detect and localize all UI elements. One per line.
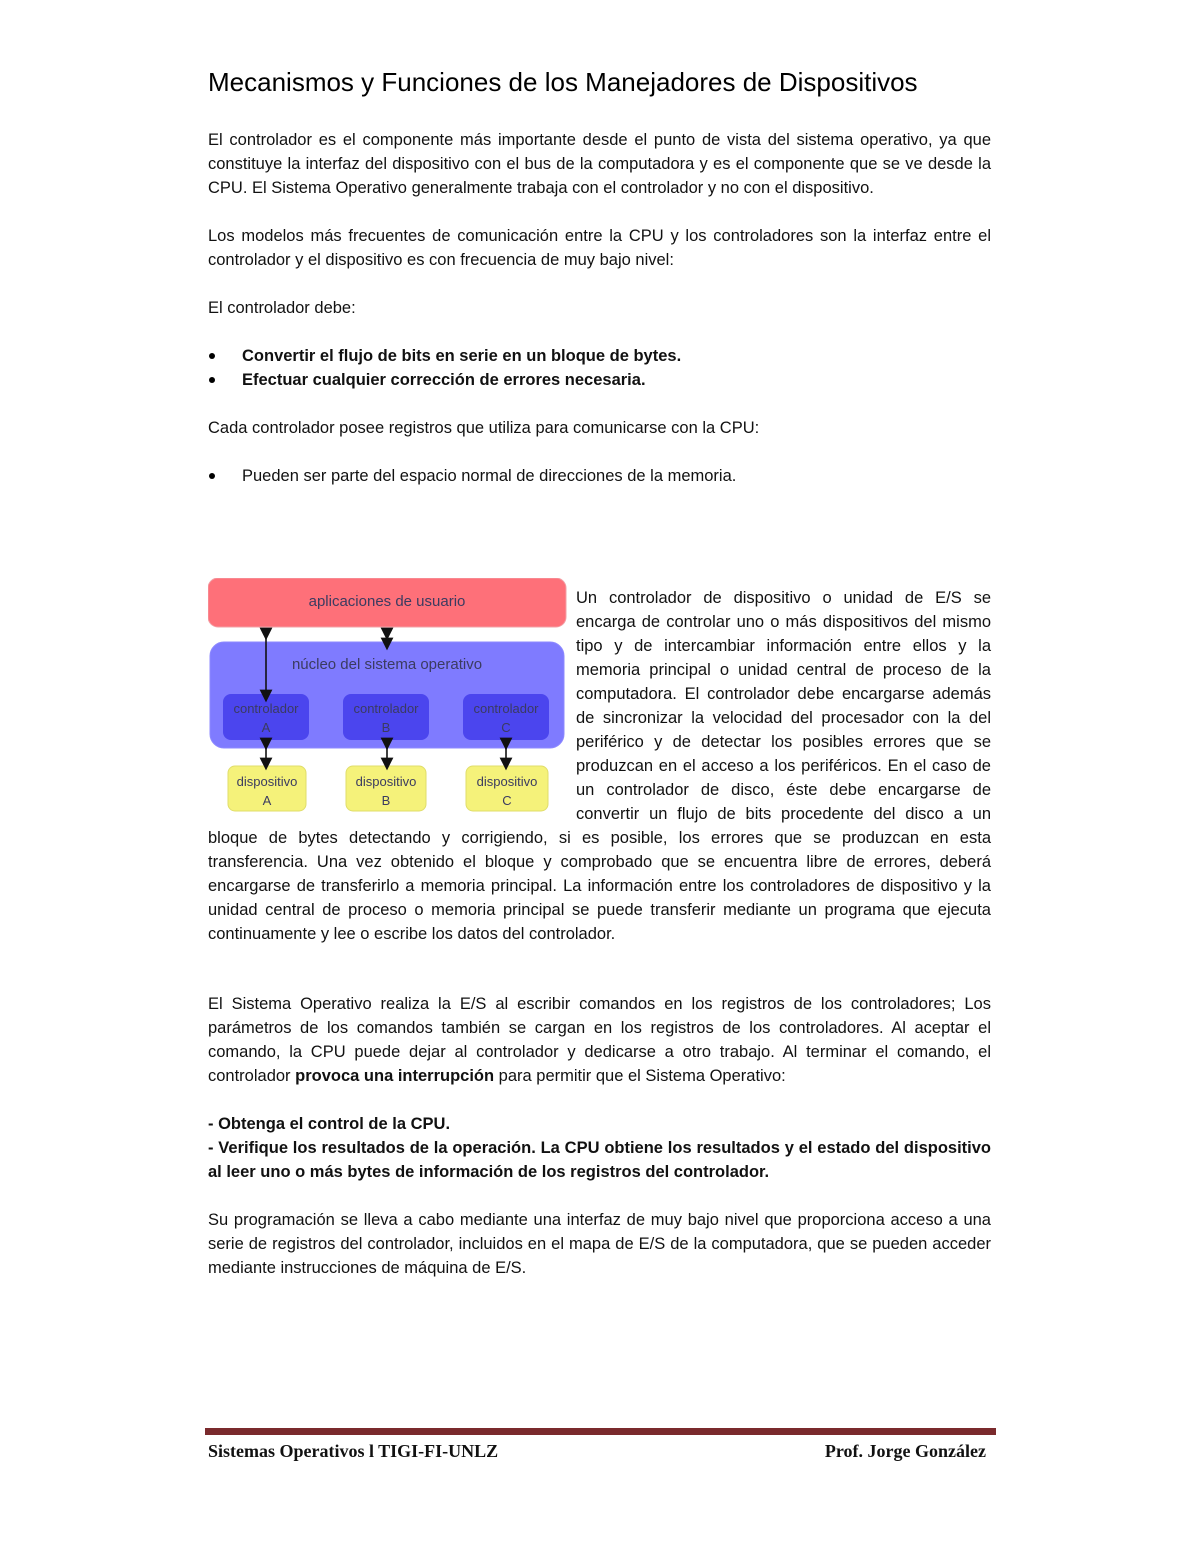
- footer-author: Prof. Jorge González: [824, 1441, 986, 1461]
- paragraph-programming: Su programación se lleva a cabo mediante una interfaz de muy bajo nivel que proporciona acceso a una serie de registros del controlador, incluidos en el mapa de E/S de la computadora, que se pueden acceder mediante instrucciones de máquina de E/S.: [208, 1211, 991, 1277]
- bullet-icon: [209, 377, 215, 383]
- controller-c-label: controlador C: [473, 701, 539, 735]
- device-b-label: dispositivo B: [355, 774, 417, 808]
- list-item: Efectuar cualquier corrección de errores necesaria.: [208, 368, 991, 392]
- list-item: Pueden ser parte del espacio normal de direcciones de la memoria.: [208, 464, 991, 488]
- controller-b-label: controlador B: [353, 701, 419, 735]
- paragraph-models: Los modelos más frecuentes de comunicación entre la CPU y los controladores son la interfaz entre el controlador y el dispositivo es con frecuencia de muy bajo nivel:: [208, 227, 991, 269]
- kernel-label: núcleo del sistema operativo: [291, 656, 483, 673]
- bullet-icon: [209, 353, 215, 359]
- footer-course: Sistemas Operativos l TIGI-FI-UNLZ: [208, 1441, 499, 1461]
- diagram-section: [208, 586, 991, 946]
- paragraph-registers: Cada controlador posee registros que utiliza para comunicarse con la CPU:: [208, 419, 760, 437]
- paragraph-device-controller: Un controlador de dispositivo o unidad de E/S se encarga de controlar uno o más dispositivos del mismo tipo y de intercambiar información entre ellos y la memoria principal o unidad central de proceso de la computadora. El controlador debe encargarse además de sincronizar la velocidad del procesador con la del periférico y de detectar los posibles errores que se produzcan en el acceso a los periféricos. En el caso de un controlador de disco, éste debe encargarse de convertir un flujo de bits procedente del disco a un bloque de bytes detectando y corrigiendo, si es posible, los errores que se produzcan en esta transferencia. Una vez obtenido el bloque y comprobado que se encuentra libre de errores, deberá encargarse de transferirlo a memoria principal. La información entre los controladores de dispositivo y la unidad central de proceso o memoria principal se puede transferir mediante un programa que ejecuta continuamente y lee o escribe los datos del controlador.: [208, 589, 991, 943]
- bold-line-verify-results: - Verifique los resultados de la operación. La CPU obtiene los resultados y el estado del dispositivo al leer uno o más bytes de información de los registros del controlador.: [208, 1139, 991, 1181]
- bullet-list-duties: [208, 344, 991, 392]
- device-c-label: dispositivo C: [476, 774, 538, 808]
- controller-a-label: controlador A: [233, 701, 299, 735]
- interrupt-emphasis: provoca una interrupción: [295, 1067, 495, 1085]
- bold-line-cpu-control: - Obtenga el control de la CPU.: [208, 1115, 451, 1133]
- page-title: Mecanismos y Funciones de los Manejadores de Dispositivos: [208, 67, 918, 97]
- paragraph-intro: El controlador es el componente más importante desde el punto de vista del sistema operativo, ya que constituye la interfaz del dispositivo con el bus de la computadora y es el componente que se ve desde la CPU. El Sistema Operativo generalmente trabaja con el controlador y no con el dispositivo.: [208, 131, 991, 197]
- paragraph-controller-must: El controlador debe:: [208, 299, 356, 317]
- bullet-list-registers: [208, 464, 991, 488]
- bullet-icon: [209, 473, 215, 479]
- device-a-label: dispositivo A: [236, 774, 298, 808]
- apps-label: aplicaciones de usuario: [308, 593, 466, 610]
- document-page: [208, 66, 991, 1280]
- list-item: Convertir el flujo de bits en serie en un bloque de bytes.: [208, 344, 991, 368]
- io-architecture-diagram: [208, 578, 570, 816]
- paragraph-os-io: El Sistema Operativo realiza la E/S al escribir comandos en los registros de los controladores; Los parámetros de los comandos también se cargan en los registros de los controladores. Al aceptar el comando, la CPU puede dejar al controlador y dedicarse a otro trabajo. Al terminar el comando, el controlador provoca una interrupción para permitir que el Sistema Operativo:: [208, 995, 991, 1085]
- footer-divider: [205, 1428, 996, 1435]
